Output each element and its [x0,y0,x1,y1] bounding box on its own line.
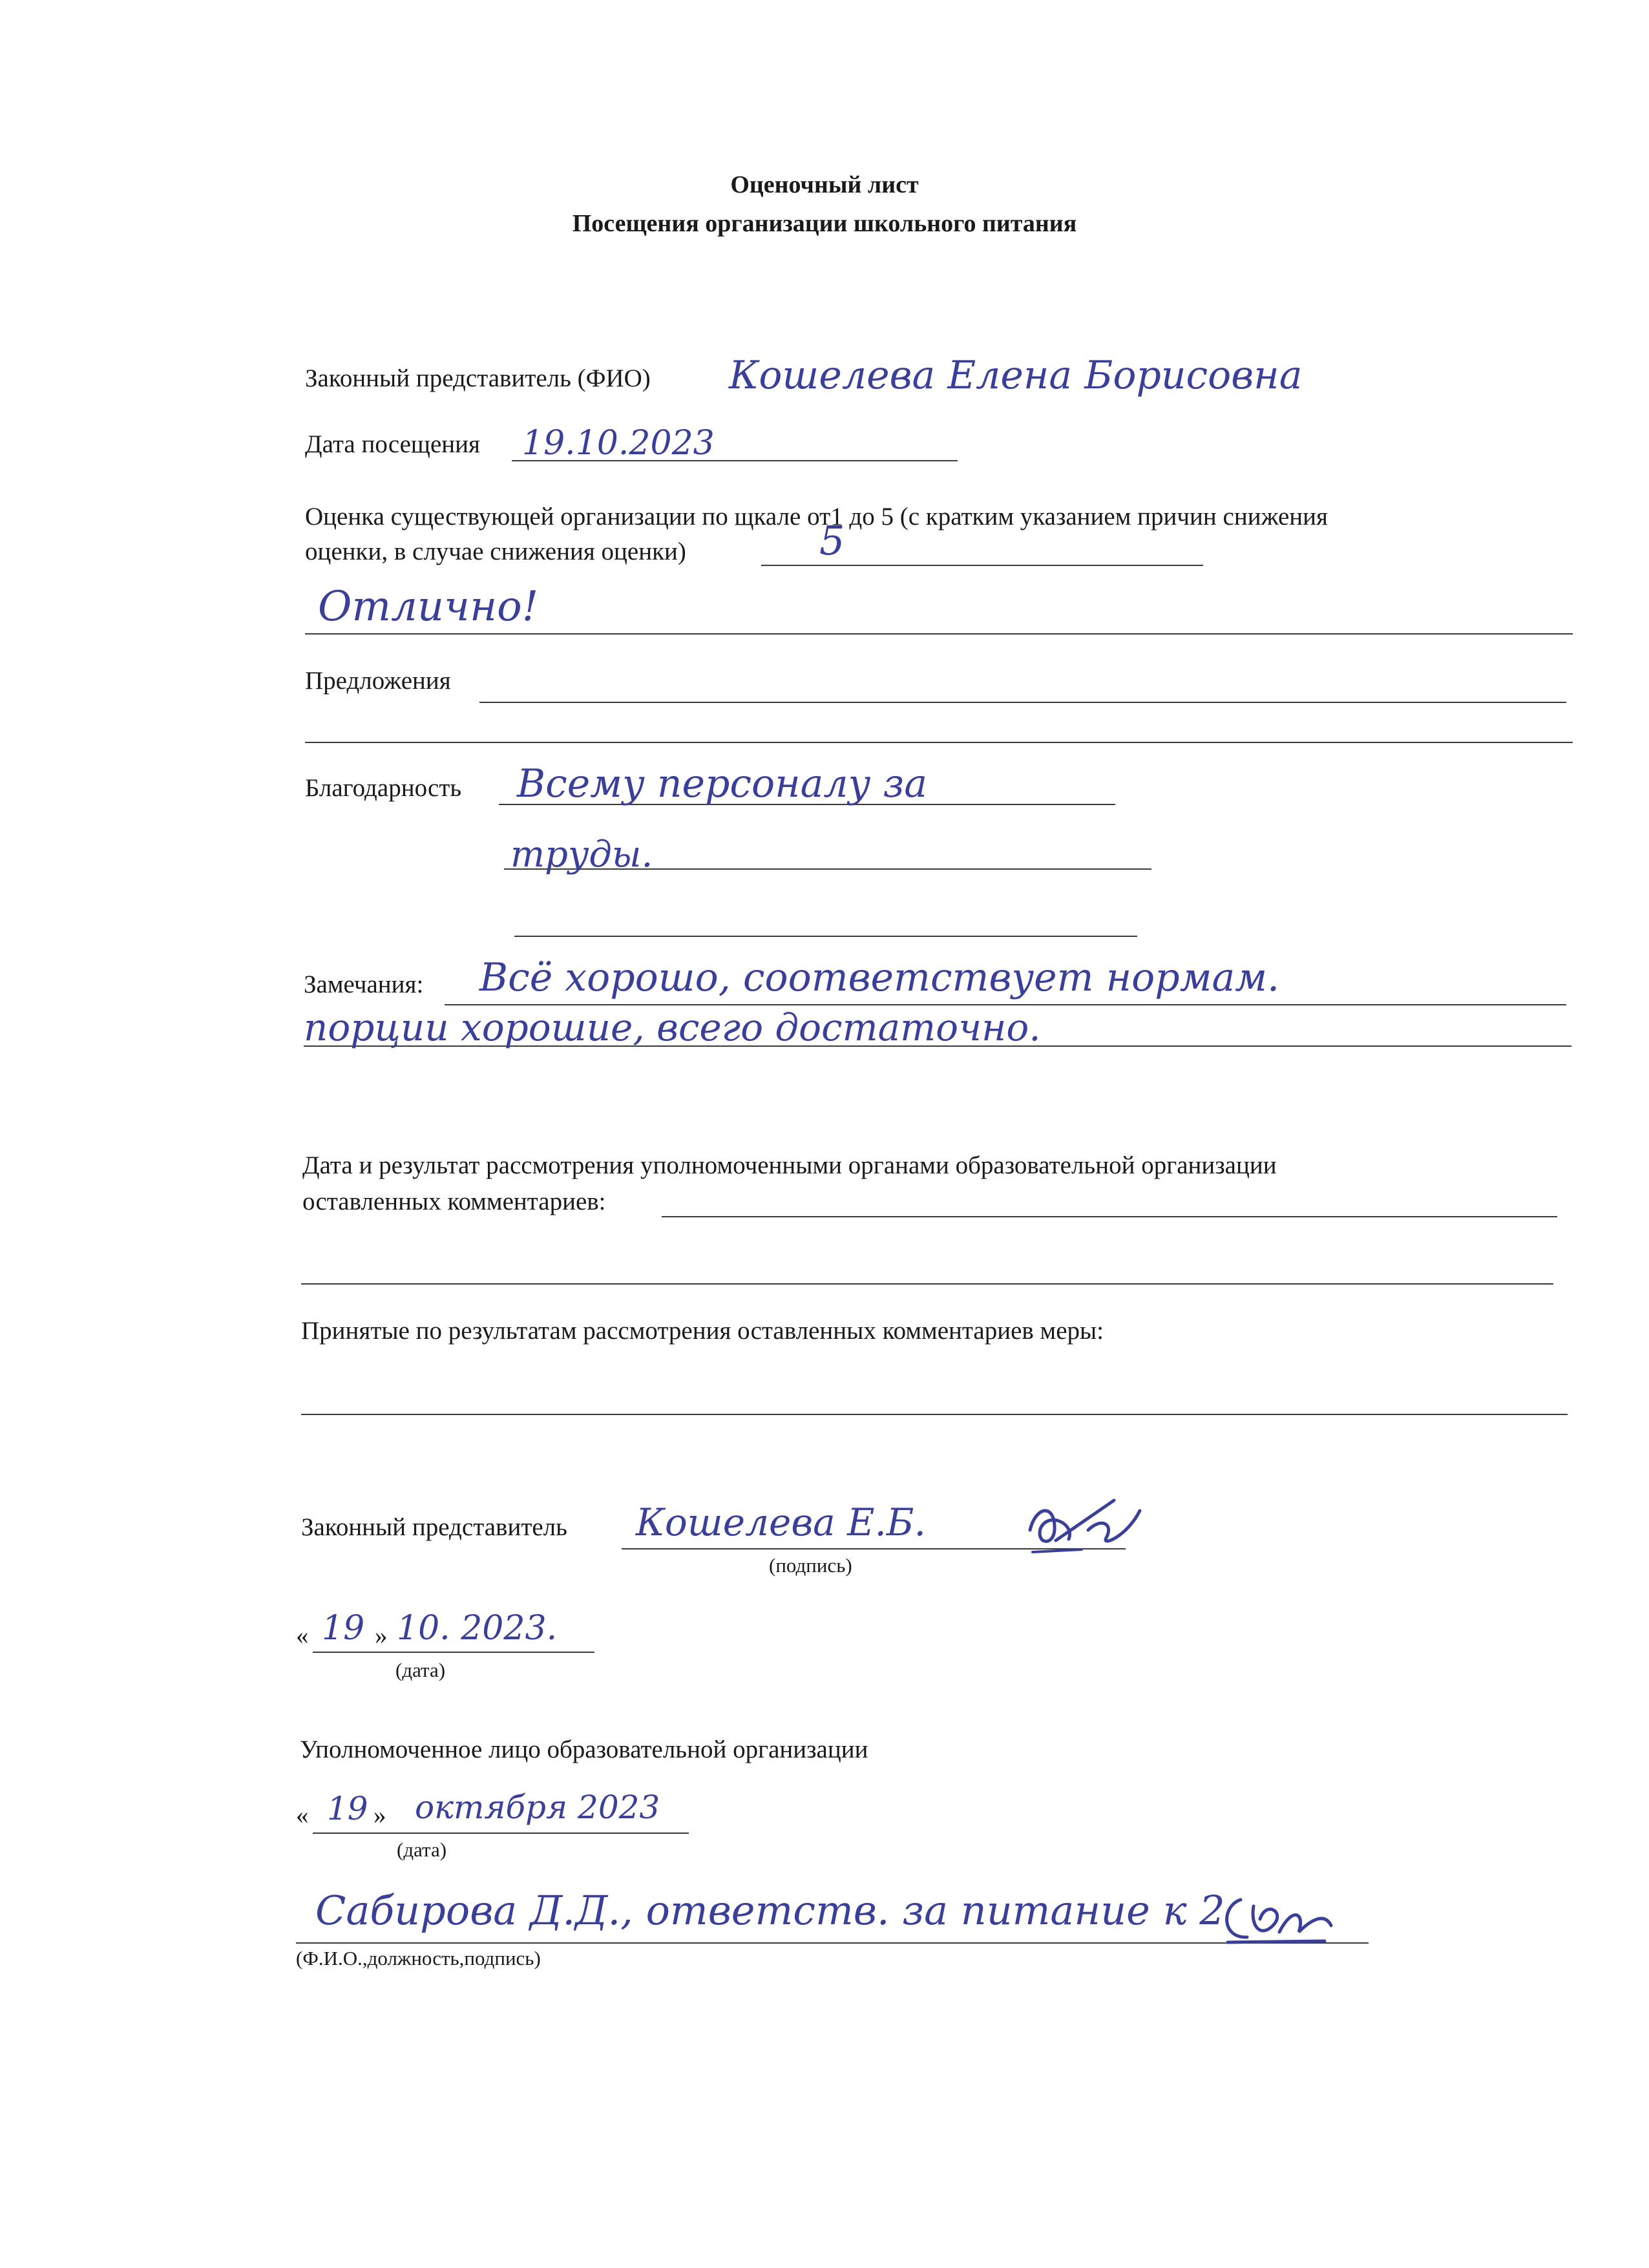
rating-value-line [761,565,1203,566]
rep-date-caption: (дата) [395,1659,446,1681]
form-title: Оценочный лист [730,171,919,198]
measures-label: Принятые по результатам рассмотрения оставленных комментариев меры: [301,1317,1104,1345]
visit-date-label: Дата посещения [305,430,480,458]
proposals-label: Предложения [305,667,451,695]
rep-signature-label: Законный представитель [301,1513,567,1541]
authorized-label: Уполномоченное лицо образовательной организации [300,1736,868,1763]
auth-date-close-quote: » [373,1801,386,1829]
remarks-handwritten-line-1: Всё хорошо, соответствует нормам. [479,955,1280,1000]
gratitude-handwritten-line-1: Всему персоналу за [517,761,927,806]
authorized-caption: (Ф.И.О.,должность,подпись) [296,1947,541,1969]
gratitude-line-3 [514,936,1137,937]
review-line-1 [662,1216,1557,1217]
visit-date-handwritten: 19.10.2023 [522,424,715,463]
remarks-label: Замечания: [304,971,424,998]
authorized-signature-mark [1215,1880,1344,1951]
representative-label: Законный представитель (ФИО) [305,364,651,392]
review-label-line-1: Дата и результат рассмотрения уполномоченными органами образовательной организации [302,1151,1277,1179]
rating-label-line-1: Оценка существующей организации по щкале от1 до 5 (с кратким указанием причин снижения [305,503,1328,530]
proposals-line-1 [479,702,1566,703]
rating-comment-handwritten: Отлично! [318,583,539,631]
authorized-handwritten: Сабирова Д.Д., ответств. за питание к 2 [315,1887,1225,1934]
form-subtitle: Посещения организации школьного питания [572,210,1077,237]
rep-signature-handwritten: Кошелева Е.Б. [636,1500,926,1544]
rep-signature-caption: (подпись) [769,1554,852,1577]
rep-date-day-handwritten: 19 [322,1609,365,1648]
rep-signature-mark [1017,1485,1146,1562]
auth-date-open-quote: « [296,1801,309,1829]
rep-date-close-quote: » [375,1622,388,1650]
rating-comment-line [305,633,1573,635]
rep-date-rest-handwritten: 10. 2023. [397,1609,558,1648]
rating-value-handwritten: 5 [819,517,845,564]
rep-date-line [313,1652,594,1653]
rep-date-open-quote: « [296,1622,309,1650]
gratitude-label: Благодарность [305,774,462,802]
rating-label-line-2: оценки, в случае снижения оценки) [305,538,686,565]
gratitude-handwritten-line-2: труды. [510,834,653,876]
auth-date-day-handwritten: 19 [327,1790,368,1827]
remarks-handwritten-line-2: порции хорошие, всего достаточно. [304,1005,1041,1049]
authorized-signature-line [296,1942,1369,1944]
measures-line [301,1414,1568,1415]
auth-date-rest-handwritten: октября 2023 [415,1789,660,1826]
review-line-2 [301,1283,1553,1285]
auth-date-caption: (дата) [397,1838,447,1861]
review-label-line-2: оставленных комментариев: [302,1188,606,1215]
proposals-line-2 [305,742,1573,743]
auth-date-line [313,1832,689,1834]
representative-handwritten: Кошелева Елена Борисовна [729,353,1303,398]
